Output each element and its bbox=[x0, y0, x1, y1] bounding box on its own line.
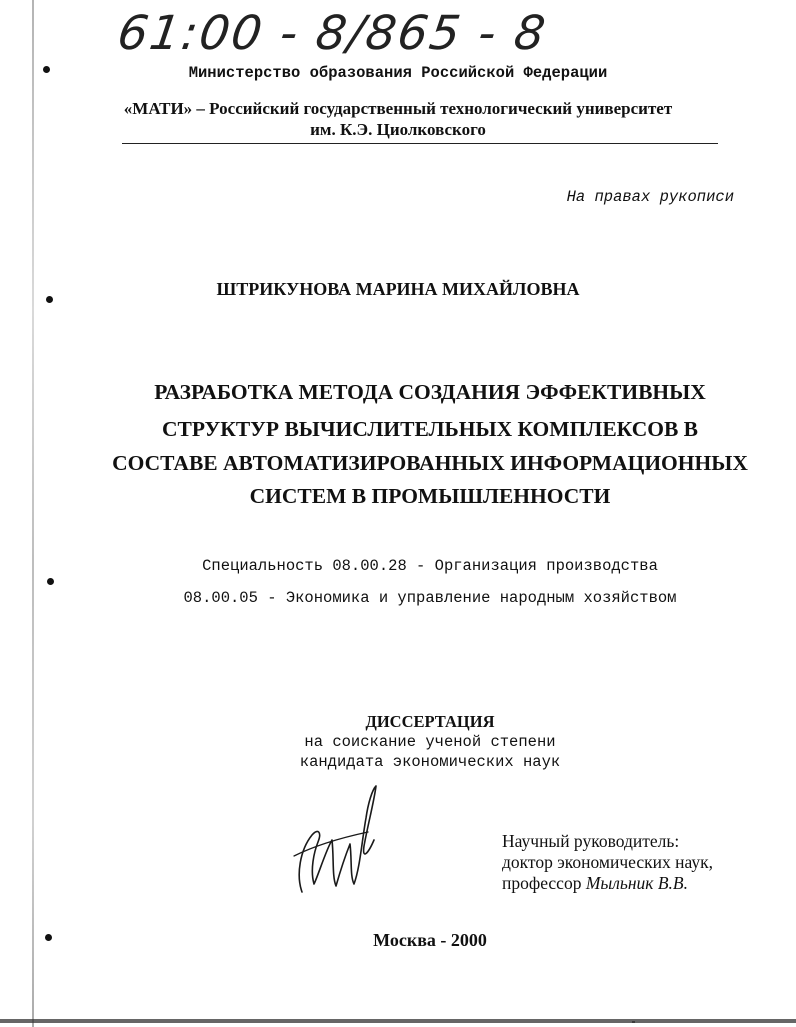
advisor-name: Мыльник В.В. bbox=[585, 873, 688, 893]
dissertation-title-line-3: СОСТАВЕ АВТОМАТИЗИРОВАННЫХ ИНФОРМАЦИОННЫХ bbox=[112, 451, 748, 475]
degree-line-2: кандидата экономических наук bbox=[299, 753, 561, 771]
specialty-line-1: Специальность 08.00.28 - Организация производства bbox=[202, 557, 658, 575]
university-name-line2: им. К.Э. Циолковского bbox=[310, 120, 486, 139]
manuscript-rights-note: На правах рукописи bbox=[566, 188, 734, 206]
header-divider bbox=[122, 143, 718, 144]
degree-line-1: на соискание ученой степени bbox=[304, 733, 556, 751]
signature-mark bbox=[288, 780, 398, 900]
university-name: «МАТИ» – Российский государственный технологический университет bbox=[123, 99, 673, 118]
scan-bottom-edge bbox=[0, 1019, 796, 1023]
specialty-line-2: 08.00.05 - Экономика и управление народным хозяйством bbox=[183, 589, 677, 607]
advisor-heading: Научный руководитель: bbox=[502, 831, 680, 851]
dissertation-title-line-1: РАЗРАБОТКА МЕТОДА СОЗДАНИЯ ЭФФЕКТИВНЫХ bbox=[154, 380, 706, 404]
city-year: Москва - 2000 bbox=[373, 930, 487, 950]
punch-mark-3 bbox=[47, 578, 54, 585]
advisor-degree: доктор экономических наук, bbox=[502, 852, 713, 872]
ministry-name: Министерство образования Российской Федерации bbox=[188, 64, 608, 82]
dissertation-label: ДИССЕРТАЦИЯ bbox=[365, 712, 495, 731]
author-name: ШТРИКУНОВА МАРИНА МИХАЙЛОВНА bbox=[216, 279, 580, 299]
dissertation-title-line-2: СТРУКТУР ВЫЧИСЛИТЕЛЬНЫХ КОМПЛЕКСОВ В bbox=[161, 417, 699, 441]
advisor-name-line bbox=[502, 873, 688, 894]
dissertation-title-line-4: СИСТЕМ В ПРОМЫШЛЕННОСТИ bbox=[249, 484, 611, 508]
handwritten-catalog-number: 61:00 - 8/865 - 8 bbox=[114, 6, 551, 61]
advisor-title: профессор bbox=[502, 873, 586, 893]
scan-left-edge bbox=[32, 0, 34, 1027]
